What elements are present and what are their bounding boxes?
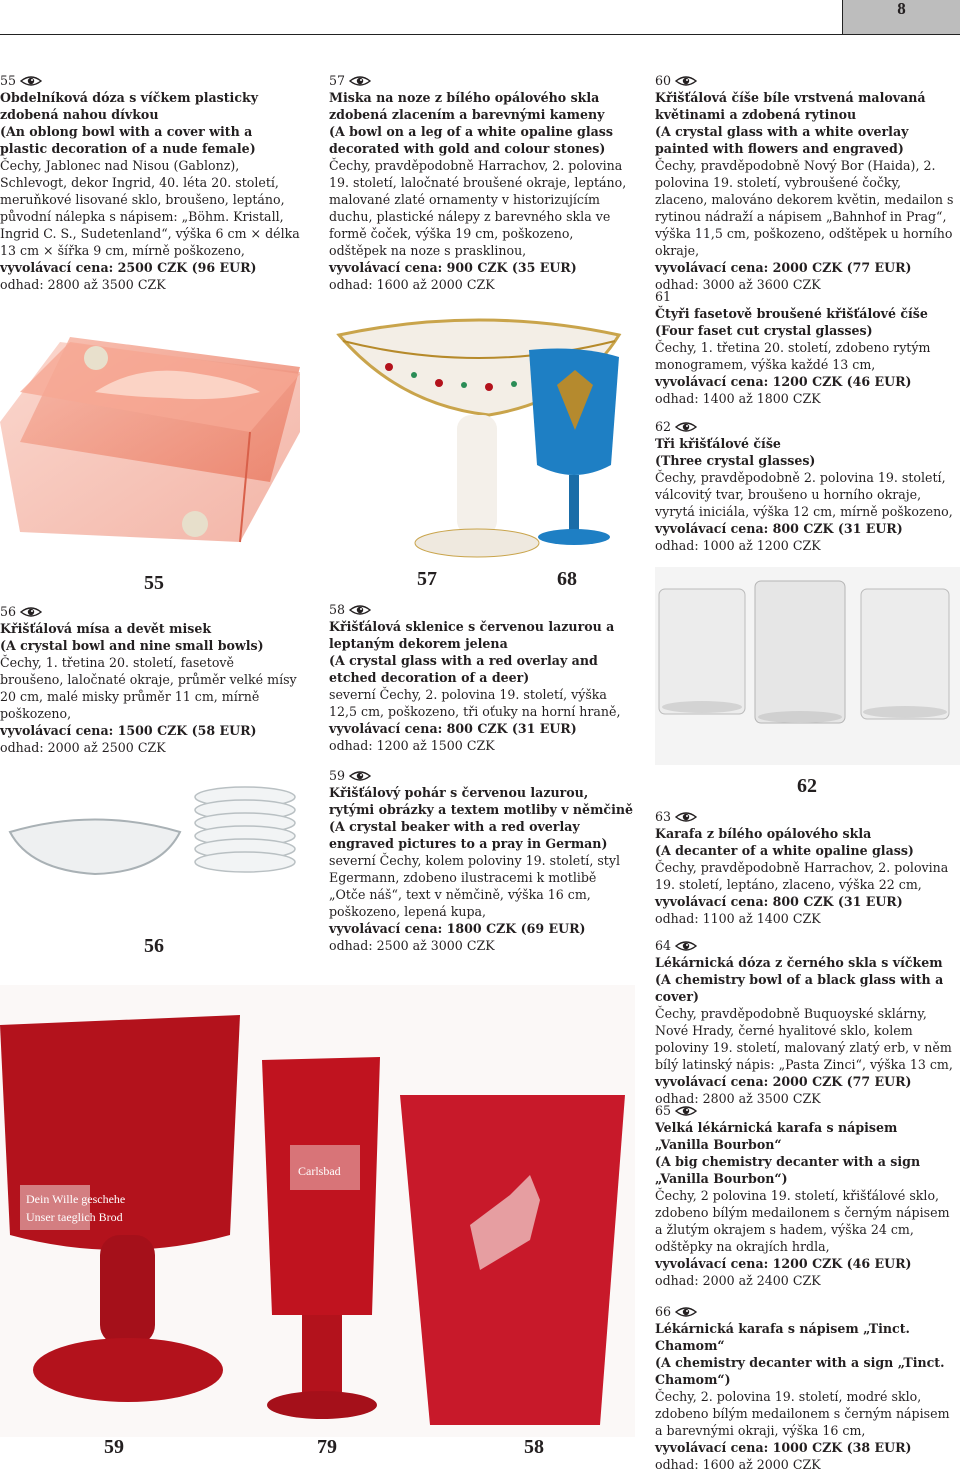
page-header-bar — [0, 0, 960, 35]
eye-icon[interactable] — [349, 75, 371, 87]
lot-description: Čechy, pravděpodobně Harrachov, 2. polovina 19. století, leptáno, zlaceno, výška 22 cm, — [655, 860, 949, 892]
lot-number: 61 — [655, 289, 672, 304]
lot-title: Křišťálová číše bíle vrstvená malovaná květinami a zdobená rytinou — [655, 90, 926, 122]
lot-number: 55 — [0, 73, 17, 88]
lot-english-title: (A big chemistry decanter with a sign „Vanilla Bourbon“) — [655, 1154, 921, 1186]
page-number: 8 — [842, 0, 960, 34]
lot-number: 56 — [0, 604, 17, 619]
caption-57: 57 — [417, 568, 437, 590]
lot-description: Čechy, pravděpodobně Nový Bor (Haida), 2. polovina 19. století, vybroušené čočky, zlaceno, malováno dekorem květin, medailon s rytinou nádraží a nápisem „Bahnhof in Prag“, výška 11,5 cm, poškozeno, odštěpek u horního okraje, — [655, 158, 954, 258]
lot-estimate: odhad: 2000 až 2500 CZK — [0, 740, 166, 755]
lot-57 — [329, 72, 635, 293]
lot-number: 64 — [655, 938, 672, 953]
lot-estimate: odhad: 2800 až 3500 CZK — [655, 1091, 821, 1106]
lot-price: vyvolávací cena: 800 CZK (31 EUR) — [655, 894, 903, 909]
lot-66 — [655, 1303, 955, 1473]
lot-estimate: odhad: 1600 až 2000 CZK — [655, 1457, 821, 1472]
lot-description: Čechy, 2. polovina 19. století, modré sklo, zdobeno bílým medailonem s černým nápisem a barevnými okraji, výška 16 cm, — [655, 1389, 950, 1438]
eye-icon[interactable] — [349, 604, 371, 616]
lot-estimate: odhad: 1600 až 2000 CZK — [329, 277, 495, 292]
lot-description: severní Čechy, kolem poloviny 19. století, styl Egermann, zdobeno ilustracemi k motlibě „Otče náš“, text v němčině, výška 16 cm, poškozeno, lepená kupa, — [329, 853, 620, 919]
lot-description: Čechy, 1. třetina 20. století, fasetově broušeno, laločnaté okraje, průměr velké mísy 20 cm, malé misky průměr 11 cm, mírně poškozeno, — [0, 655, 297, 721]
lot-title: Lékárnická karafa s nápisem „Tinct. Chamom“ — [655, 1321, 910, 1353]
lot-description: Čechy, Jablonec nad Nisou (Gablonz), Schlevogt, dekor Ingrid, 40. léta 20. století, meruňkové lisované sklo, broušeno, leptáno, původní nálepka s nápisem: „Böhm. Kristall, Ingrid C. S., Sudetenland“, výška 6 cm × délka 13 cm × šířka 9 cm, mírně poškozeno, — [0, 158, 300, 258]
lot-estimate: odhad: 1200 až 1500 CZK — [329, 738, 495, 753]
eye-icon[interactable] — [20, 75, 42, 87]
lot-number: 60 — [655, 73, 672, 88]
lot-number: 65 — [655, 1103, 672, 1118]
eye-icon[interactable] — [675, 1105, 697, 1117]
lot-title: Velká lékárnická karafa s nápisem „Vanilla Bourbon“ — [655, 1120, 898, 1152]
lot-title: Karafa z bílého opálového skla — [655, 826, 872, 841]
lot-title: Čtyři fasetově broušené křišťálové číše — [655, 306, 928, 321]
caption-55: 55 — [144, 572, 164, 594]
lot-55 — [0, 72, 300, 293]
lot-number: 57 — [329, 73, 346, 88]
caption-79: 79 — [317, 1436, 337, 1458]
lot-64 — [655, 937, 955, 1107]
lot-english-title: (A chemistry decanter with a sign „Tinct. Chamom“) — [655, 1355, 945, 1387]
lot-63 — [655, 808, 955, 927]
lot-title: Miska na noze z bílého opálového skla zdobená zlacením a barevnými kameny — [329, 90, 605, 122]
caption-58: 58 — [524, 1436, 544, 1458]
lot-english-title: (A crystal bowl and nine small bowls) — [0, 638, 264, 653]
eye-icon[interactable] — [675, 940, 697, 952]
lot-59 — [329, 767, 635, 954]
lot-price: vyvolávací cena: 800 CZK (31 EUR) — [329, 721, 577, 736]
lot-65 — [655, 1102, 955, 1289]
lot-description: Čechy, 2 polovina 19. století, křišťálové sklo, zdobeno bílým medailonem s černým nápisem a žlutým okrajem s hadem, výška 24 cm, odštěpky na okrajích hrdla, — [655, 1188, 950, 1254]
lot-price: vyvolávací cena: 1200 CZK (46 EUR) — [655, 1256, 912, 1271]
lot-number: 63 — [655, 809, 672, 824]
lot-title: Tři křišťálové číše — [655, 436, 781, 451]
lot-price: vyvolávací cena: 1500 CZK (58 EUR) — [0, 723, 257, 738]
lot-price: vyvolávací cena: 2000 CZK (77 EUR) — [655, 260, 912, 275]
lot-56 — [0, 603, 300, 756]
inscription-text-3: Carlsbad — [298, 1164, 341, 1178]
lot-number: 66 — [655, 1304, 672, 1319]
eye-icon[interactable] — [349, 770, 371, 782]
lot-description: Čechy, pravděpodobně Buquoyské sklárny, Nové Hrady, černé hyalitové sklo, kolem poloviny 19. století, malovaný zlatý erb, v něm bílý latinský nápis: „Pasta Zinci“, výška 13 cm, — [655, 1006, 953, 1072]
lot-estimate: odhad: 2500 až 3000 CZK — [329, 938, 495, 953]
lot-number: 62 — [655, 419, 672, 434]
lot-price: vyvolávací cena: 1800 CZK (69 EUR) — [329, 921, 586, 936]
caption-62: 62 — [797, 775, 817, 797]
lot-english-title: (A crystal beaker with a red overlay engraved pictures to a pray in German) — [329, 819, 608, 851]
photo-lot-57-68[interactable] — [329, 305, 635, 567]
lot-title: Křišťálová mísa a devět misek — [0, 621, 212, 636]
lot-62 — [655, 418, 955, 554]
lot-61 — [655, 288, 955, 407]
lot-title: Obdelníková dóza s víčkem plasticky zdobená nahou dívkou — [0, 90, 259, 122]
lot-english-title: (A crystal glass with a red overlay and etched decoration of a deer) — [329, 653, 598, 685]
lot-description: Čechy, pravděpodobně 2. polovina 19. století, válcovitý tvar, broušeno u horního okraje, vyrytá iniciála, výška 12 cm, mírně poškozeno, — [655, 470, 953, 519]
photo-lot-56[interactable] — [0, 752, 306, 912]
inscription-text-2: Unser taeglich Brod — [26, 1210, 123, 1224]
lot-estimate: odhad: 1000 až 1200 CZK — [655, 538, 821, 553]
lot-description: severní Čechy, 2. polovina 19. století, výška 12,5 cm, poškozeno, tři oťuky na horní hraně, — [329, 687, 621, 719]
caption-56: 56 — [144, 935, 164, 957]
caption-59: 59 — [104, 1436, 124, 1458]
photo-lot-55[interactable] — [0, 302, 306, 567]
lot-english-title: (Four faset cut crystal glasses) — [655, 323, 873, 338]
photo-lot-62[interactable] — [655, 567, 960, 765]
lot-title: Lékárnická dóza z černého skla s víčkem — [655, 955, 943, 970]
lot-estimate: odhad: 3000 až 3600 CZK — [655, 277, 821, 292]
lot-price: vyvolávací cena: 1000 CZK (38 EUR) — [655, 1440, 912, 1455]
lot-price: vyvolávací cena: 1200 CZK (46 EUR) — [655, 374, 912, 389]
caption-68: 68 — [557, 568, 577, 590]
lot-estimate: odhad: 1400 až 1800 CZK — [655, 391, 821, 406]
lot-english-title: (A bowl on a leg of a white opaline glass decorated with gold and colour stones) — [329, 124, 613, 156]
lot-price: vyvolávací cena: 800 CZK (31 EUR) — [655, 521, 903, 536]
lot-estimate: odhad: 2800 až 3500 CZK — [0, 277, 166, 292]
eye-icon[interactable] — [675, 1306, 697, 1318]
lot-number: 58 — [329, 602, 346, 617]
photo-lot-59-79-58[interactable] — [0, 985, 635, 1437]
lot-60 — [655, 72, 955, 293]
lot-price: vyvolávací cena: 900 CZK (35 EUR) — [329, 260, 577, 275]
lot-english-title: (A decanter of a white opaline glass) — [655, 843, 914, 858]
lot-price: vyvolávací cena: 2500 CZK (96 EUR) — [0, 260, 257, 275]
lot-english-title: (An oblong bowl with a cover with a plastic decoration of a nude female) — [0, 124, 256, 156]
lot-description: Čechy, 1. třetina 20. století, zdobeno rytým monogramem, výška každé 13 cm, — [655, 340, 931, 372]
lot-title: Křišťálový pohár s červenou lazurou, rytými obrázky a textem motliby v němčině — [329, 785, 634, 817]
eye-icon[interactable] — [675, 421, 697, 433]
eye-icon[interactable] — [675, 811, 697, 823]
lot-english-title: (A chemistry bowl of a black glass with a cover) — [655, 972, 944, 1004]
lot-number: 59 — [329, 768, 346, 783]
eye-icon[interactable] — [20, 606, 42, 618]
lot-estimate: odhad: 2000 až 2400 CZK — [655, 1273, 821, 1288]
inscription-text-1: Dein Wille geschehe — [26, 1192, 126, 1206]
lot-description: Čechy, pravděpodobně Harrachov, 2. polovina 19. století, laločnaté broušené okraje, leptáno, malované zlaté ornamenty v historizujícím duchu, plastické nálepy z barevného skla ve formě čoček, výška 19 cm, poškozeno, odštěpek na noze s prasklinou, — [329, 158, 627, 258]
lot-58 — [329, 601, 635, 754]
lot-title: Křišťálová sklenice s červenou lazurou a leptaným dekorem jelena — [329, 619, 615, 651]
lot-english-title: (Three crystal glasses) — [655, 453, 816, 468]
lot-price: vyvolávací cena: 2000 CZK (77 EUR) — [655, 1074, 912, 1089]
lot-english-title: (A crystal glass with a white overlay painted with flowers and engraved) — [655, 124, 909, 156]
lot-estimate: odhad: 1100 až 1400 CZK — [655, 911, 821, 926]
eye-icon[interactable] — [675, 75, 697, 87]
